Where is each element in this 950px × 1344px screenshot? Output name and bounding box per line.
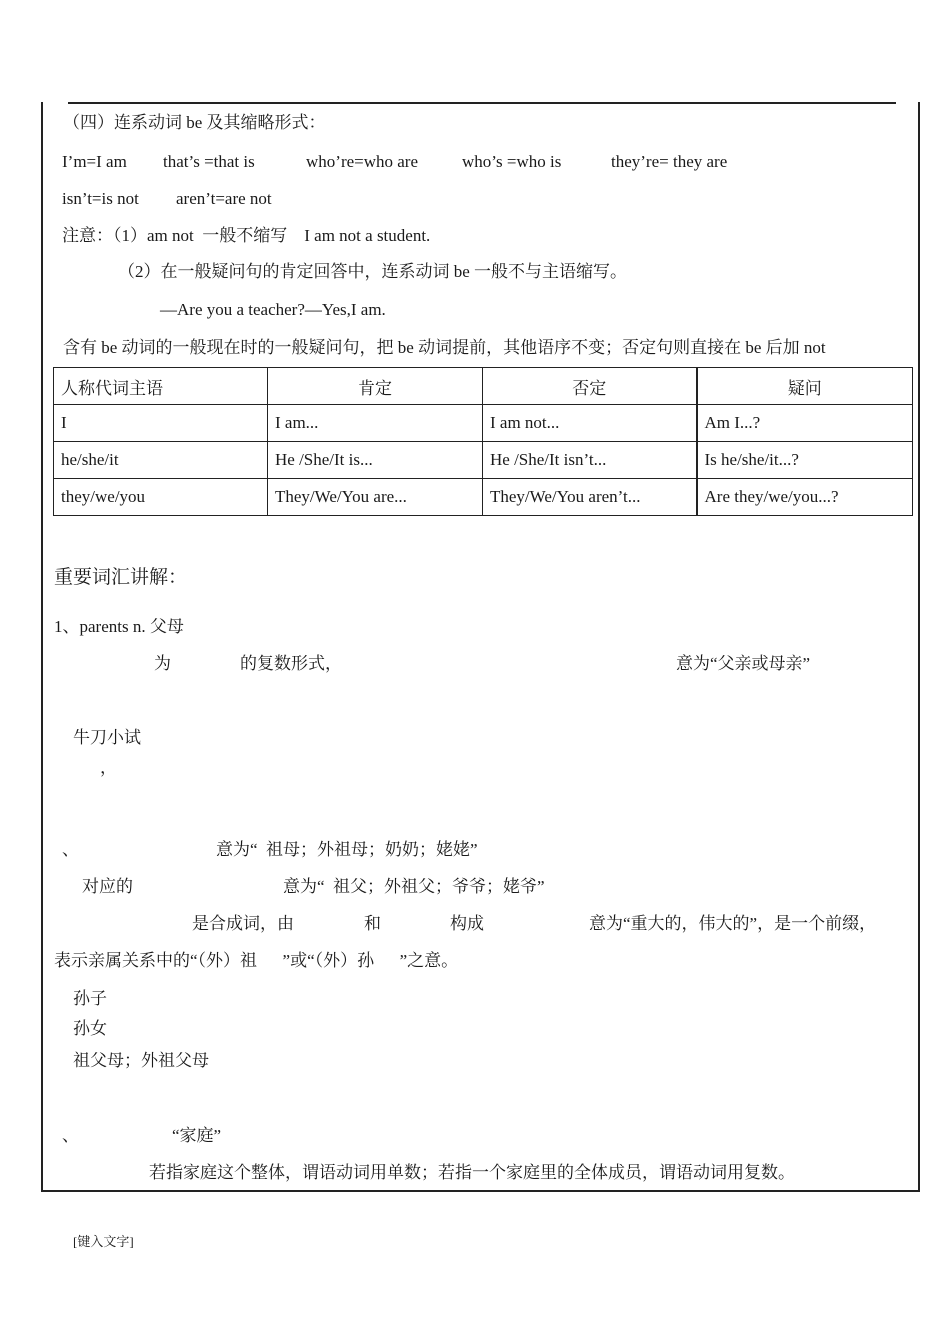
contraction-form: isn’t=is not <box>62 189 139 208</box>
vocab-word: 祖父母；外祖父母 <box>73 1051 209 1070</box>
vocab-fragment: 为 <box>154 654 171 673</box>
table-row <box>54 479 913 516</box>
contraction-form: who’re=who are <box>306 152 419 171</box>
example-dialogue: —Are you a teacher?—Yes,I am. <box>160 300 386 319</box>
table-row <box>54 442 913 479</box>
vocab-fragment: ， <box>100 758 117 777</box>
question-rule: 含有 be 动词的一般现在时的一般疑问句，把 be 动词提前，其他语序不变；否定句则直接在 be 后加 not <box>63 338 826 357</box>
table-cell: Are they/we/you...? <box>697 479 913 516</box>
table-cell: He /She/It is... <box>268 442 483 479</box>
table-cell: he/she/it <box>54 442 268 479</box>
vocab-fragment: 构成 <box>450 914 484 933</box>
table-row <box>54 405 913 442</box>
table-header-row <box>54 368 913 405</box>
be-verb-table <box>53 367 913 516</box>
table-cell: They/We/You aren’t... <box>483 479 697 516</box>
table-header-cell: 否定 <box>483 368 697 405</box>
vocab-note: 若指家庭这个整体，谓语动词用单数；若指一个家庭里的全体成员，谓语动词用复数。 <box>149 1163 795 1182</box>
vocab-fragment: 意为“重大的，伟大的”，是一个前缀， <box>589 914 877 933</box>
contraction-form: I’m=I am <box>62 152 127 171</box>
table-cell: I am not... <box>483 405 697 442</box>
contraction-form: aren’t=are not <box>176 189 272 208</box>
vocab-fragment: 意为“父亲或母亲” <box>676 654 811 673</box>
vocab-fragment: 和 <box>364 914 381 933</box>
note-2: （2）在一般疑问句的肯定回答中，连系动词 be 一般不与主语缩写。 <box>118 262 628 281</box>
vocab-word: 孙子 <box>73 989 107 1008</box>
table-header-cell: 人称代词主语 <box>54 368 268 405</box>
vocab-fragment: 、 <box>62 840 79 859</box>
footer-placeholder[interactable]: [键入文字] <box>73 1234 134 1249</box>
vocab-item-1-title: 1、parents n. 父母 <box>54 617 184 636</box>
contraction-form: that’s =that is <box>163 152 255 171</box>
vocab-fragment: 是合成词，由 <box>192 914 294 933</box>
table-cell: they/we/you <box>54 479 268 516</box>
vocab-fragment: 对应的 <box>82 877 133 896</box>
contraction-heading: （四）连系动词 be 及其缩略形式： <box>63 113 326 132</box>
contraction-form: they’re= they are <box>611 152 728 171</box>
table-cell: They/We/You are... <box>268 479 483 516</box>
vocab-fragment: 的复数形式， <box>240 654 342 673</box>
table-cell: Is he/she/it...? <box>697 442 913 479</box>
table-cell: Am I...? <box>697 405 913 442</box>
vocab-fragment: 表示亲属关系中的“（外）祖 ”或“（外）孙 ”之意。 <box>54 951 459 970</box>
vocab-word: 孙女 <box>73 1019 107 1038</box>
note-1: 注意：（1）am not 一般不缩写 I am not a student. <box>62 226 431 245</box>
vocab-heading: 重要词汇讲解： <box>54 567 188 588</box>
contraction-form: who’s =who is <box>462 152 562 171</box>
table-header-cell: 肯定 <box>268 368 483 405</box>
table-cell: He /She/It isn’t... <box>483 442 697 479</box>
vocab-fragment: 意为“ 祖父；外祖父；爷爷；姥爷” <box>283 877 545 896</box>
table-header-cell: 疑问 <box>697 368 913 405</box>
vocab-fragment: 意为“ 祖母；外祖母；奶奶；姥姥” <box>216 840 478 859</box>
vocab-fragment: “家庭” <box>172 1126 222 1145</box>
table-cell: I am... <box>268 405 483 442</box>
table-cell: I <box>54 405 268 442</box>
trial-label: 牛刀小试 <box>73 728 141 747</box>
vocab-fragment: 、 <box>62 1126 79 1145</box>
